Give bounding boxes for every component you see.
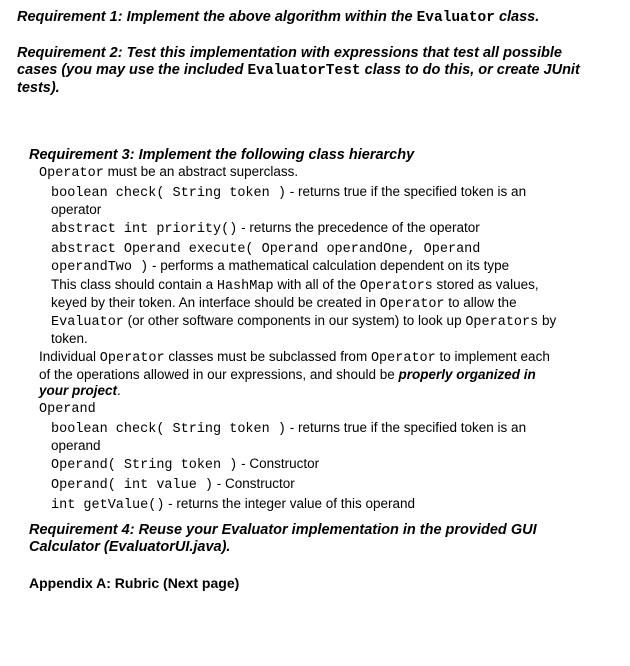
operator-code: Operator	[370, 351, 436, 366]
individual-line-2	[39, 367, 630, 383]
requirement-4-line-1: Requirement 4: Reuse your Evaluator implementation in the provided GUI	[29, 522, 537, 538]
hashmap-line-2	[51, 295, 630, 313]
requirement-2-text: cases (you may use the included	[17, 62, 248, 78]
hashmap-text: stored as values,	[432, 277, 539, 292]
execute-code: abstract Operand execute( Operand operandOne, Operand	[51, 242, 481, 257]
execute-code-cont: operandTwo )	[51, 260, 149, 275]
operand-ctor-text: - Constructor	[213, 476, 295, 491]
requirement-2	[17, 45, 580, 97]
check-text: - returns true if the specified token is an	[285, 184, 527, 199]
requirement-4-line-2: Calculator (EvaluatorUI.java).	[29, 539, 231, 555]
hashmap-text: with all of the	[273, 277, 360, 292]
operand-ctor-code: Operand( String token )	[51, 458, 238, 473]
hashmap-text: to allow the	[444, 295, 517, 310]
operand-ctor-code: Operand( int value )	[51, 478, 214, 493]
individual-text: Individual	[39, 349, 100, 364]
requirement-4	[29, 522, 537, 556]
list-item-operator	[0, 164, 630, 182]
get-value-code: int getValue()	[51, 498, 165, 513]
emphasis-text: properly organized in	[398, 367, 536, 382]
appendix-heading: Appendix A: Rubric (Next page)	[29, 575, 240, 591]
evaluator-code: Evaluator	[51, 315, 124, 330]
list-item-operand-ctor-token	[0, 456, 630, 474]
check-code: boolean check( String token )	[51, 186, 286, 201]
operand-ctor-text: - Constructor	[237, 456, 320, 471]
operators-code: Operators	[465, 315, 539, 330]
operand-code: Operand	[39, 402, 96, 417]
class-hierarchy-list	[0, 164, 630, 514]
list-item-operand-ctor-int	[0, 476, 630, 494]
individual-text: of the operations allowed in our expressions, and should be	[39, 367, 399, 382]
operand-check-cont: operand	[51, 438, 101, 453]
hashmap-text: by	[538, 313, 557, 328]
individual-line-3	[39, 383, 630, 399]
list-item-priority	[0, 220, 630, 238]
list-item-individual-operators	[0, 349, 630, 399]
execute-text: - performs a mathematical calculation dependent on its type	[148, 258, 510, 273]
hashmap-line-4: token.	[51, 331, 88, 346]
hashmap-text: This class should contain a	[51, 277, 217, 292]
hashmap-text: keyed by their token. An interface should be created in	[51, 295, 380, 310]
requirement-2-line-1: Requirement 2: Test this implementation with expressions that test all possible	[17, 45, 562, 61]
individual-text: .	[117, 383, 121, 398]
check-text-cont: operator	[51, 202, 102, 217]
hashmap-text: (or other software components in our system) to look up	[123, 313, 466, 328]
list-item-operand	[0, 400, 630, 418]
hashmap-line-3	[51, 313, 630, 331]
evaluatortest-class-code: EvaluatorTest	[247, 63, 361, 79]
individual-text: to implement each	[435, 349, 550, 364]
requirement-1-text-end: class.	[494, 9, 540, 25]
list-item-get-value	[0, 496, 630, 514]
requirement-2-line-2	[17, 62, 580, 80]
list-item-execute	[0, 240, 630, 276]
operator-text: must be an abstract superclass.	[103, 164, 299, 179]
priority-code: abstract int priority()	[51, 222, 238, 237]
operator-code: Operator	[99, 351, 165, 366]
emphasis-text: your project	[39, 383, 118, 398]
operator-code: Operator	[379, 297, 445, 312]
operand-check-text: - returns true if the specified token is an	[285, 420, 527, 435]
list-item-operand-check	[0, 420, 630, 454]
operators-code: Operators	[359, 279, 433, 294]
requirement-2-text-cont: class to do this, or create JUnit	[360, 62, 580, 78]
requirement-1	[17, 9, 539, 27]
requirement-1-text: Requirement 1: Implement the above algorithm within the	[17, 9, 417, 25]
operand-check-code: boolean check( String token )	[51, 422, 286, 437]
get-value-text: - returns the integer value of this operand	[164, 496, 416, 511]
execute-line-2	[51, 258, 630, 276]
list-item-check	[0, 184, 630, 218]
individual-text: classes must be subclassed from	[164, 349, 371, 364]
operator-code: Operator	[39, 166, 104, 181]
hashmap-code: HashMap	[216, 279, 274, 294]
requirement-3-heading: Requirement 3: Implement the following class hierarchy	[29, 147, 415, 163]
evaluator-class-code: Evaluator	[416, 10, 495, 26]
priority-text: - returns the precedence of the operator	[237, 220, 480, 235]
list-item-hashmap	[0, 277, 630, 347]
requirement-2-line-3: tests).	[17, 80, 60, 96]
